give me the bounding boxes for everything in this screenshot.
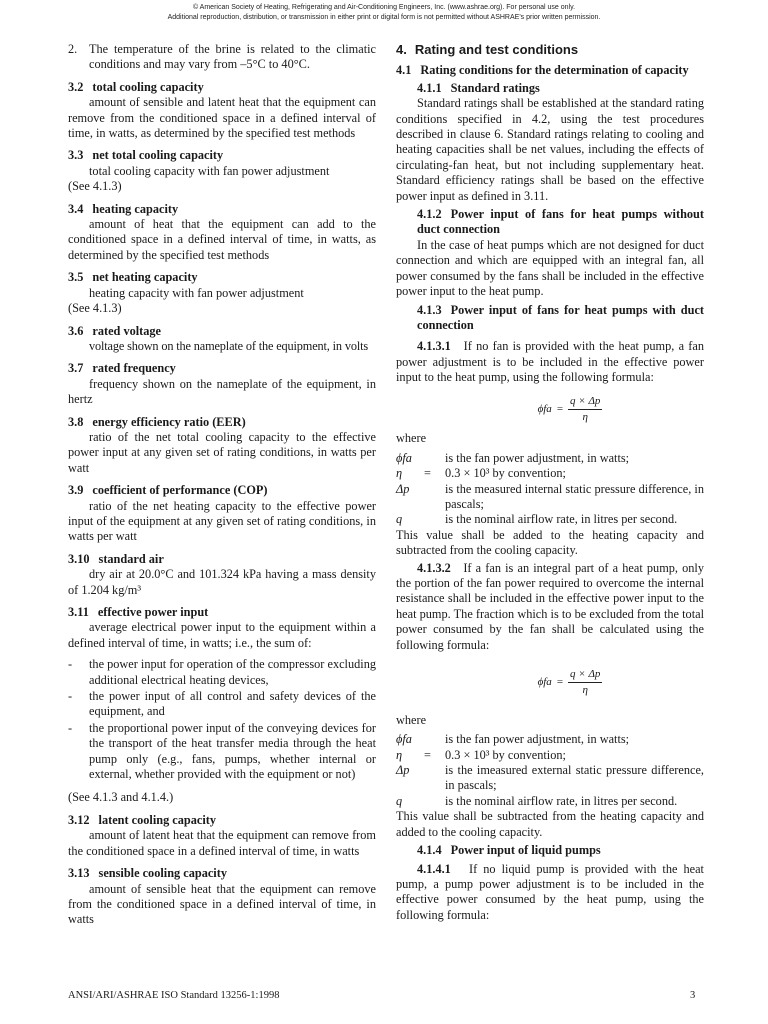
formula-equals: =	[556, 402, 564, 415]
clause-text-4-1-1: Standard ratings shall be established at the standard rating conditions specified in 4.2, using the test procedures described in clause 6. Standard ratings relating to cooling and heating capacities shall be net values, including the effects of circulating-fan heat, but not including supplementary heat. Standard efficiency ratings shall be based on the effective power input as defined in 3.11.	[396, 96, 704, 203]
clause-heading-4-1-3: 4.1.3 Power input of fans for heat pumps with duct connection	[417, 302, 704, 332]
definition-text-3-9: ratio of the net heating capacity to the effective power input of the equipment at any given set of rating conditions, in watts per watt	[68, 498, 376, 544]
definition-heading-3-6: 3.6 rated voltage	[68, 323, 162, 338]
definition-heading-3-4: 3.4 heating capacity	[68, 201, 179, 216]
definition-text-3-5: heating capacity with fan power adjustment	[89, 285, 304, 300]
definition-row: q is the nominal airflow rate, in litres per second.	[396, 512, 678, 527]
cross-reference: (See 4.1.3)	[68, 179, 122, 194]
formula-equals: =	[556, 676, 564, 689]
right-column	[396, 42, 704, 923]
definition-heading-3-7: 3.7 rated frequency	[68, 361, 176, 376]
formula-lhs: ϕfa	[537, 676, 552, 689]
definition-row: ϕfa is the fan power adjustment, in watts;	[396, 732, 630, 747]
definition-row: ϕfa is the fan power adjustment, in watts;	[396, 450, 630, 465]
definition-heading-3-3: 3.3 net total cooling capacity	[68, 148, 224, 163]
definition-text-3-13: amount of sensible heat that the equipment can remove from the conditioned space in a defined interval of time, in watts	[68, 881, 376, 927]
note-text: The temperature of the brine is related to the climatic conditions and may vary from –5°C to 40°C.	[89, 42, 376, 72]
definition-text-3-4: amount of heat that the equipment can add to the conditioned space in a defined interval of time, in watts, as determined by the specified test methods	[68, 217, 376, 262]
where-label: where	[396, 431, 427, 446]
clause-heading-4-1: 4.1 Rating conditions for the determination of capacity	[396, 63, 689, 78]
definition-heading-3-2: 3.2 total cooling capacity	[68, 79, 204, 94]
definition-text-3-7: frequency shown on the nameplate of the equipment, in hertz	[68, 376, 376, 407]
clause-heading-4-1-1: 4.1.1 Standard ratings	[417, 80, 540, 95]
definition-heading-3-5: 3.5 net heating capacity	[68, 270, 198, 285]
symbol-definitions	[396, 451, 704, 528]
fan-power-formula	[396, 394, 704, 426]
formula-numerator: q × Δp	[568, 667, 602, 683]
clause-text-4-1-3-1: 4.1.3.1 If no fan is provided with the heat pump, a fan power adjustment is to be included in the effective power input to the heat pump, using the following formula:	[396, 339, 704, 385]
copyright-notice	[0, 3, 768, 23]
fan-power-formula	[396, 667, 704, 699]
cross-reference: (See 4.1.3 and 4.1.4.)	[68, 790, 174, 805]
left-column	[68, 42, 376, 928]
list-item: - the proportional power input of the conveying devices for the transport of the heat transfer media through the heat pump only (e.g., fans, pumps, whether internal or external, whether provided with the equipment or not)	[68, 720, 376, 782]
adjustment-note: This value shall be subtracted from the heating capacity and added to the cooling capacity.	[396, 809, 704, 839]
clause-heading-4-1-2: 4.1.2 Power input of fans for heat pumps without duct connection	[417, 207, 704, 237]
clause-heading-4-1-4: 4.1.4 Power input of liquid pumps	[417, 843, 601, 858]
list-item: - the power input of all control and safety devices of the equipment, and	[68, 689, 376, 719]
definition-row: η = 0.3 × 10³ by convention;	[396, 747, 566, 762]
definition-text-3-10: dry air at 20.0°C and 101.324 kPa having a mass density of 1.204 kg/m³	[68, 567, 376, 597]
definition-text-3-6: voltage shown on the nameplate of the equipment, in volts	[89, 338, 368, 353]
definition-row: q is the nominal airflow rate, in litres per second.	[396, 793, 678, 808]
list-item: - the power input for operation of the compressor excluding additional electrical heating devices,	[68, 657, 376, 687]
adjustment-note: This value shall be added to the heating capacity and subtracted from the cooling capacity.	[396, 527, 704, 558]
power-input-list	[68, 657, 376, 782]
definition-heading-3-9: 3.9 coefficient of performance (COP)	[68, 483, 268, 498]
section-heading-4: 4. Rating and test conditions	[396, 42, 579, 57]
definition-heading-3-8: 3.8 energy efficiency ratio (EER)	[68, 414, 246, 429]
definition-heading-3-13: 3.13 sensible cooling capacity	[68, 866, 227, 881]
formula-numerator: q × Δp	[568, 394, 602, 410]
where-label: where	[396, 712, 427, 727]
definition-text-3-11: average electrical power input to the equipment within a defined interval of time, in watts; i.e., the sum of:	[68, 620, 376, 650]
page-number: 3	[690, 990, 696, 1001]
definition-text-3-2: amount of sensible and latent heat that the equipment can remove from the conditioned space in a defined interval of time, in watts, as determined by the specified test methods	[68, 95, 376, 141]
copyright-line-1: © American Society of Heating, Refrigerating and Air-Conditioning Engineers, Inc. (www.ashrae.org). For personal use only.	[192, 4, 576, 11]
definition-text-3-12: amount of latent heat that the equipment can remove from the conditioned space in a defined interval of time, in watts	[68, 828, 376, 858]
definition-text-3-8: ratio of the net total cooling capacity to the effective power input at any given set of rating conditions, in watts per watt	[68, 429, 376, 475]
definition-heading-3-12: 3.12 latent cooling capacity	[68, 812, 217, 827]
formula-lhs: ϕfa	[537, 402, 552, 415]
definition-text-3-3: total cooling capacity with fan power adjustment	[89, 163, 330, 178]
definition-row: η = 0.3 × 10³ by convention;	[396, 466, 566, 481]
definition-row: Δp is the measured internal static pressure difference, in pascals;	[396, 481, 704, 511]
definition-heading-3-11: 3.11 effective power input	[68, 605, 209, 619]
formula-denominator: η	[582, 410, 588, 423]
definition-heading-3-10: 3.10 standard air	[68, 551, 164, 566]
note-2	[68, 42, 376, 73]
cross-reference: (See 4.1.3)	[68, 301, 122, 316]
clause-text-4-1-4-1: 4.1.4.1 If no liquid pump is provided with the heat pump, a pump power adjustment is to be included in the effective power consumed by the heat pump, using the following formula:	[396, 861, 704, 922]
clause-text-4-1-3-2: 4.1.3.2 If a fan is an integral part of a heat pump, only the portion of the fan power required to overcome the internal resistance shall be included in the effective power input to the heat pump. The fraction which is to be excluded from the total power consumed by the fan shall be calculated using the following formula:	[396, 560, 704, 652]
formula-denominator: η	[582, 684, 588, 697]
definition-row: Δp is the imeasured external static pressure difference, in pascals;	[396, 763, 704, 793]
footer-standard-name: ANSI/ARI/ASHRAE ISO Standard 13256-1:1998	[68, 990, 280, 1001]
clause-text-4-1-2: In the case of heat pumps which are not designed for duct connection and which are equipped with an integral fan, all power consumed by the fans shall be included in the effective power input to the heat pump.	[396, 237, 704, 299]
symbol-definitions	[396, 732, 704, 809]
copyright-line-2: Additional reproduction, distribution, or transmission in either print or digital form is not permitted without ASHRAE's prior written permission.	[167, 14, 601, 21]
note-number: 2.	[68, 42, 78, 56]
